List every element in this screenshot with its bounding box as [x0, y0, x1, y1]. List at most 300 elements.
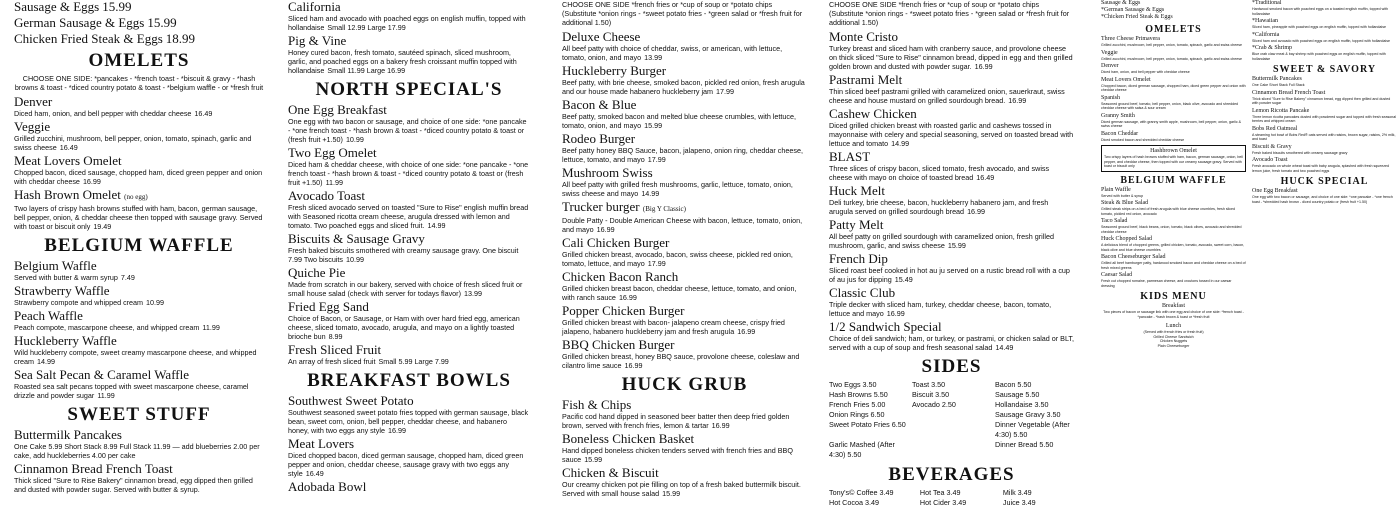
menu-item: [829, 320, 1074, 352]
item-price: 16.49: [305, 469, 324, 478]
menu-item: [1252, 144, 1397, 156]
item-desc: Fresh baked biscuits smothered with creamy sausage gravy: [1252, 150, 1348, 155]
menu-item: [288, 0, 530, 32]
menu-item: [14, 334, 264, 366]
item-desc: Grilled chicken breast, honey BBQ sauce, provolone cheese, coleslaw and cilantro lime sauce 16.99: [562, 352, 800, 370]
item-desc: Chopped bacon, diced german sausage, chopped ham, diced green pepper and onion with cheddar cheese: [1101, 83, 1246, 92]
side-item: Sweet Potato Fries 6.50: [829, 420, 906, 429]
item-desc: Double Patty - Double American Cheese with bacon, lettuce, tomato, onion, and mayo 16.99: [562, 216, 803, 234]
item-name: *German Sausage & Eggs: [1101, 7, 1165, 13]
menu-item: [1101, 236, 1246, 252]
item-name: *Traditional: [1252, 0, 1282, 6]
item-name: Popper Chicken Burger: [562, 303, 685, 318]
kids-lunch-item: Grilled Cheese Sandwich: [1153, 334, 1194, 339]
item-name: Hash Brown Omelet (no egg): [14, 187, 148, 202]
top-items: [14, 0, 264, 46]
box-desc: Two crispy layers of hash browns stuffed with ham, bacon, german sausage, onion, bell pepper, and cheddar cheese, then topped with our creamy sausage gravy. Served with toast or biscuit only: [1104, 155, 1243, 168]
menu-item: [562, 30, 807, 62]
sandwiches-list: [829, 30, 1074, 352]
side-item: French Fries 5.00: [829, 400, 886, 409]
beverage-item: Juice 3.49: [1002, 498, 1036, 507]
item-desc: One egg with two bacon or sausage, and choice of one side: *one pancake - *one french toast - *hash brown & toast - *diced country potato & toast or (fresh fruit +1.50) 10.99: [288, 117, 527, 144]
item-desc: Seasoned ground beef, tomato, bell pepper, onion, black olive, avocado and shredded cheddar cheese with salsa & sour cream: [1101, 101, 1239, 110]
menu-item: [829, 107, 1074, 148]
burger-side-note: CHOOSE ONE SIDE *french fries or *cup of soup or *potato chips (Substitute *onion rings - *sweet potato fries - *green salad or *fresh fruit for additional 1.50): [562, 0, 803, 27]
item-desc: Chopped bacon, diced sausage, chopped ham, diced green pepper and onion with cheddar cheese 16.99: [14, 168, 263, 186]
side-item: [912, 410, 991, 420]
sandwich-side-note: CHOOSE ONE SIDE *french fries or *cup of soup or *potato chips (Substitute *onion rings - *sweet potato fries - *green salad or *fresh fruit for additional 1.50): [829, 0, 1070, 27]
item-desc: Wild huckleberry compote, sweet creamy mascarpone cheese, and whipped cream 14.99: [14, 348, 257, 366]
menu-item: [14, 95, 264, 118]
item-price: 13.99: [463, 289, 482, 298]
item-name: Avocado Toast: [288, 188, 365, 203]
waffles-list-small: [1101, 187, 1246, 289]
beverage-item: Hot Cocoa 3.49: [829, 498, 879, 507]
menu-item: [562, 132, 807, 164]
bowls-list: [288, 394, 530, 494]
burgers-list: [562, 30, 807, 370]
menu-item: [1101, 95, 1246, 111]
menu-item: [1252, 126, 1397, 142]
item-desc: Three lemon ricotta pancakes dusted with powdered sugar and topped with fresh seasonal berries and whipped cream: [1252, 114, 1397, 123]
menu-item: [1252, 157, 1397, 173]
item-name: Monte Cristo: [829, 29, 898, 44]
item-desc: Served with butter & warm syrup 7.49: [14, 273, 135, 282]
item-name: Peach Waffle: [14, 308, 83, 323]
item-name: Cinnamon Bread French Toast: [1252, 89, 1326, 96]
item-name: Caesar Salad: [1101, 272, 1133, 278]
sides-grid: [829, 380, 1074, 460]
item-name: Fish & Chips: [562, 397, 632, 412]
item-name: BBQ Chicken Burger: [562, 337, 675, 352]
item-name: Plain Waffle: [1101, 186, 1131, 193]
section-title-sweet-stuff: SWEET STUFF: [67, 404, 211, 425]
item-price: 15.99: [662, 489, 681, 498]
menu-item: [1101, 254, 1246, 270]
item-price: 10.99: [346, 255, 365, 264]
item-price: 14.49: [995, 343, 1014, 352]
item-name: Denver: [1101, 63, 1119, 69]
item-name: Granny Smith: [1101, 112, 1135, 119]
item-name: Huck Melt: [829, 183, 885, 198]
kids-lunch-title: Lunch: [1165, 323, 1182, 329]
item-name: California: [288, 0, 341, 14]
menu-item: [1252, 45, 1397, 61]
item-price: 11.99: [97, 391, 115, 400]
item-desc: Grilled zucchini, mushroom, bell pepper, onion, tomato, spinach, garlic and swiss cheese: [1101, 43, 1243, 47]
item-price: 15.99: [584, 455, 603, 464]
side-item: [912, 420, 991, 440]
item-name: BLAST: [829, 149, 871, 164]
item-desc: Served with butter & syrup: [1101, 193, 1144, 198]
menu-column-5: [1101, 0, 1246, 500]
beverage-item: Hot Tea 3.49: [919, 488, 961, 497]
menu-item: [1101, 131, 1246, 143]
item-name: Chicken Fried Steak & Eggs 18.99: [14, 31, 196, 46]
menu-item: [562, 64, 807, 96]
side-item: Sausage Gravy 3.50: [995, 410, 1061, 419]
kids-lunch-item: (Served with french fries or fresh fruit): [1143, 330, 1204, 334]
menu-column-4: [829, 0, 1075, 507]
hashbrown-omelet-box: [1101, 145, 1246, 172]
item-price: 16.99: [1008, 96, 1027, 105]
item-name: Belgium Waffle: [14, 258, 97, 273]
item-desc: Sliced ham and avocado with poached eggs on english muffin, topped with hollandaise: [1252, 38, 1390, 43]
item-desc: Grilled chicken breast with bacon- jalapeno cream cheese, crispy fried jalapeno, habanero huckleberry jam and fresh arugula 16.99: [562, 318, 785, 336]
menu-item: [829, 218, 1074, 250]
item-name: Taco Salad: [1101, 218, 1128, 224]
item-price: 19.49: [93, 222, 112, 231]
item-name: Quiche Pie: [288, 265, 346, 280]
item-name: Trucker burger (Big Y Classic): [562, 199, 686, 214]
item-name: Huck Chopped Salad: [1101, 236, 1152, 242]
item-name: Pastrami Melt: [829, 72, 903, 87]
item-desc: Turkey breast and sliced ham with cranberry sauce, and provolone cheese on thick sliced "Sure to Rise" cinnamon bread, dipped in egg and then grilled golden brown and dusted with powder sugar. 16.99: [829, 44, 1073, 71]
menu-item: [562, 432, 807, 464]
item-name: Adobada Bowl: [288, 479, 367, 494]
item-name: Huckleberry Burger: [562, 63, 667, 78]
menu-item: [14, 284, 264, 307]
item-name: Sausage & Eggs: [1101, 0, 1141, 6]
item-desc: All beef patty with grilled fresh mushrooms, garlic, lettuce, tomato, onion, swiss cheese and mayo 14.99: [562, 180, 793, 198]
item-price: Small 5.99 Large 7.99: [378, 357, 449, 366]
item-name: Bacon Cheeseburger Salad: [1101, 254, 1166, 260]
menu-item: [14, 462, 264, 494]
item-name: Pig & Vine: [288, 33, 347, 48]
item-price: Small 11.99 Large 16.99: [327, 66, 406, 75]
item-desc: Diced ham, onion, and bell pepper with cheddar cheese: [1101, 70, 1190, 74]
section-title-sweet-savory: SWEET & SAVORY: [1272, 64, 1377, 75]
side-item: Biscuit 3.50: [912, 390, 950, 399]
top-items: [1252, 0, 1397, 61]
menu-item: [288, 103, 530, 144]
item-desc: Pacific cod hand dipped in seasoned beer batter then deep fried golden brown, served with french fries, lemon & tartar 16.99: [562, 412, 790, 430]
menu-item: [1101, 50, 1246, 62]
item-name: Two Egg Omelet: [288, 145, 377, 160]
menu-item: [1252, 18, 1397, 30]
menu-item: [829, 150, 1074, 182]
item-price: 14.99: [641, 189, 660, 198]
item-name: *Hawaiian: [1252, 18, 1278, 24]
beverage-item: Hot Cider 3.49: [919, 498, 967, 507]
menu-item: [1101, 218, 1246, 234]
item-price: 16.49: [976, 173, 995, 182]
item-name: Three Cheese Primavera: [1101, 36, 1160, 42]
item-name: *Chicken Fried Steak & Eggs: [1101, 14, 1173, 20]
menu-item: [288, 437, 530, 478]
section-title-kids-menu: KIDS MENU: [1140, 291, 1207, 302]
item-desc: Diced ham, onion, and bell pepper with cheddar cheese 16.49: [14, 109, 213, 118]
item-desc: Diced ham & cheddar cheese, with choice of one side: *one pancake - *one french toast - *hash brown & toast - *diced country potato & toast or (fresh fruit +1.50) 11.99: [288, 160, 529, 187]
item-desc: Peach compote, mascarpone cheese, and whipped cream 11.99: [14, 323, 220, 332]
side-item: Onion Rings 6.50: [829, 410, 885, 419]
item-name: Chicken Bacon Ranch: [562, 269, 679, 284]
item-desc: Strawberry compote and whipped cream 10.99: [14, 298, 165, 307]
item-desc: All beef patty on grilled sourdough with caramelized onion, fresh grilled mushroom, garlic, and swiss cheese 15.99: [829, 232, 1054, 250]
menu-item: [14, 120, 264, 152]
item-name: Bobs Red Oatmeal: [1252, 125, 1298, 132]
menu-item: [14, 16, 264, 30]
item-desc: Diced german sausage, with granny smith apple, mushroom, bell pepper, onion, garlic & swiss cheese: [1101, 119, 1242, 128]
item-name: Steak & Blue Salad: [1101, 200, 1149, 206]
item-price: 11.99: [325, 178, 344, 187]
section-title-waffle-small: BELGIUM WAFFLE: [1120, 174, 1227, 186]
item-desc: A steaming hot bowl of Bobs Red® oats served with raisins, brown sugar, raisins, 2% milk, and toast: [1252, 132, 1396, 141]
section-title-sides: SIDES: [921, 356, 982, 377]
menu-item: [1101, 113, 1246, 129]
item-desc: Grilled all beef hamburger patty, hardwood smoked bacon and cheddar cheese on a bed of fresh mixed greens: [1101, 261, 1246, 270]
section-title-omelets: OMELETS: [88, 50, 190, 71]
kids-lunch-item: Chicken Nuggets: [1159, 339, 1188, 343]
side-item: Bacon 5.50: [995, 380, 1032, 389]
top-items: [1101, 0, 1246, 21]
item-price: 16.49: [194, 109, 213, 118]
item-price: 18.99: [165, 31, 196, 46]
item-desc: Sliced roast beef cooked in hot au ju served on a rustic bread roll with a cup of au jus for dipping 15.49: [829, 266, 1070, 284]
item-name: Cinnamon Bread French Toast: [14, 461, 173, 476]
menu-item: [1101, 77, 1246, 93]
kids-lunch-list: [1101, 330, 1246, 348]
item-name: One Egg Breakfast: [288, 102, 387, 117]
menu-item: [288, 394, 530, 435]
item-desc: Three slices of crispy bacon, sliced tomato, fresh avocado, and swiss cheese with mayo on choice of toasted bread 16.49: [829, 164, 1050, 182]
menu-item: [1101, 63, 1246, 75]
item-price: 10.99: [146, 298, 165, 307]
kids-breakfast-title: Breakfast: [1162, 303, 1185, 309]
beverage-item: Milk 3.49: [1002, 488, 1032, 497]
menu-item: [14, 309, 264, 332]
item-desc: Beef patty, with brie cheese, smoked bacon, pickled red onion, fresh arugula and our house made habanero huckleberry jam 17.99: [562, 78, 805, 96]
item-price: 14.99: [36, 357, 55, 366]
item-price: 10.99: [345, 135, 364, 144]
item-price: 16.99: [618, 293, 637, 302]
menu-column-2: [288, 0, 530, 500]
item-name: Cashew Chicken: [829, 106, 917, 121]
section-title-huck-special: HUCK SPECIAL: [1280, 176, 1369, 187]
menu-column-1: [14, 0, 264, 500]
menu-item: [562, 338, 807, 370]
menu-item: [14, 428, 264, 460]
item-name: Mushroom Swiss: [562, 165, 653, 180]
menu-item: [1101, 200, 1246, 216]
item-name: Biscuit & Gravy: [1252, 143, 1292, 150]
item-price: 16.99: [967, 207, 986, 216]
item-name: Meat Lovers Omelet: [1101, 76, 1151, 83]
item-desc: Fresh avocado on whole wheat toast with baby arugula, splashed with fresh squeezed lemon juice, fresh tomato and two poached eggs: [1252, 164, 1390, 173]
menu-item: [14, 368, 264, 400]
menu-item: [1101, 272, 1246, 288]
menu-item: [1101, 36, 1246, 48]
section-title-belgium-waffle: BELGIUM WAFFLE: [44, 235, 234, 256]
item-desc: Hardwood smoked bacon with poached eggs on a toasted english muffin, topped with hollandaise: [1252, 7, 1388, 16]
item-price: 13.99: [644, 53, 663, 62]
item-name: Fresh Sliced Fruit: [288, 342, 382, 357]
beverage-item: Tony's© Coffee 3.49: [829, 488, 894, 497]
box-title: Hashbrown Omelet: [1150, 148, 1197, 154]
item-desc: Made from scratch in our bakery, served with choice of fresh sliced fruit or small house salad (check with server for todays flavor) 13.99: [288, 280, 523, 298]
menu-item: [829, 184, 1074, 216]
item-price: 7.49: [120, 273, 135, 282]
item-name: Chicken & Biscuit: [562, 465, 659, 480]
item-price: 15.99: [947, 241, 966, 250]
item-name: Huckleberry Waffle: [14, 333, 117, 348]
item-desc: Blue crab claw meat & bay shrimp with poached eggs on english muffin, topped with hollandaise: [1252, 52, 1386, 61]
section-title-omelets-small: OMELETS: [1145, 24, 1202, 35]
item-desc: Diced grilled chicken breast with roasted garlic and cashews tossed in mayonnaise with celery and special seasoning, served on toasted bread with lettuce and tomato 14.99: [829, 121, 1074, 148]
item-name: Strawberry Waffle: [14, 283, 110, 298]
sweet-list: [14, 428, 264, 494]
item-name: Sausage & Eggs 15.99: [14, 0, 132, 14]
item-price: 16.99: [886, 309, 905, 318]
omelets-list: [14, 95, 264, 231]
item-desc: Grilled chicken breast bacon, cheddar cheese, lettuce, tomato, and onion, with ranch sauce 16.99: [562, 284, 797, 302]
menu-item: [1252, 188, 1397, 204]
menu-item: [288, 146, 530, 187]
item-price: 17.99: [647, 259, 666, 268]
item-price: 17.99: [647, 155, 666, 164]
item-name: Meat Lovers: [288, 436, 355, 451]
item-name: Rodeo Burger: [562, 131, 636, 146]
item-name: Biscuits & Sausage Gravy: [288, 231, 425, 246]
item-price: 14.99: [891, 139, 910, 148]
item-name: Fried Egg Sand: [288, 299, 369, 314]
kids-lunch-item: Plain Cheeseburger: [1157, 343, 1190, 348]
item-name: Southwest Sweet Potato: [288, 393, 414, 408]
item-price: 16.99: [596, 225, 615, 234]
item-desc: Thin sliced beef pastrami grilled with caramelized onion, sauerkraut, swiss cheese and house mustard on grilled sourdough bread. 16.99: [829, 87, 1065, 105]
waffles-list: [14, 259, 264, 400]
side-item: [912, 440, 991, 460]
menu-item: [14, 259, 264, 282]
item-sub: (Big Y Classic): [642, 205, 686, 213]
item-desc: Seasoned ground beef, black beans, onion, tomato, black olives, avocado and shredded cheddar cheese: [1101, 225, 1242, 234]
item-name: Boneless Chicken Basket: [562, 431, 695, 446]
item-desc: Grilled zucchini, mushroom, bell pepper, onion, tomato, spinach, garlic and swiss cheese: [1101, 56, 1243, 61]
item-name: One Egg Breakfast: [1252, 188, 1298, 194]
menu-item: [1252, 90, 1397, 106]
menu-item: [829, 73, 1074, 105]
menu-item: [1252, 32, 1397, 44]
menu-item: [562, 466, 807, 498]
item-desc: Diced chopped bacon, diced german sausage, chopped ham, diced green pepper and onion, cheddar cheese, sausage gravy with two eggs any style 16.49: [288, 451, 524, 478]
beverages-grid: [829, 488, 1074, 508]
menu-item: [562, 304, 807, 336]
item-price: 11.99: [202, 323, 220, 332]
menu-item: [288, 343, 530, 366]
item-price: 15.49: [894, 275, 913, 284]
item-price: 16.49: [59, 143, 78, 152]
top-items: [288, 0, 530, 75]
menu-item: [288, 300, 530, 341]
item-sub: (no egg): [124, 193, 148, 201]
menu-column-6: [1252, 0, 1397, 500]
item-desc: Thick sliced "Sure to Rise Bakery" cinnamon bread, egg dipped then grilled and dusted with powder sugar. Served with butter & syrup.: [14, 476, 253, 494]
item-price: 15.99: [102, 0, 132, 14]
item-name: Veggie: [1101, 49, 1118, 56]
item-desc: Honey cured bacon, fresh tomato, sautéed spinach, sliced mushroom, garlic, and poached eggs on a bakery fresh croissant muffin topped with hollandaise Small 11.99 Large 16.99: [288, 48, 517, 75]
menu-item: [288, 189, 530, 230]
menu-item: [1252, 76, 1397, 88]
item-desc: One Cake 5.99 Short Stack 8.99 Full Stack 11.99 — add blueberries 2.00 per cake, add huckleberries 4.00 per cake: [14, 442, 260, 460]
item-desc: Roasted sea salt pecans topped with sweet mascarpone cheese, caramel drizzle and powder sugar 11.99: [14, 382, 249, 400]
menu-item: [14, 0, 264, 14]
item-price: 16.99: [82, 177, 101, 186]
side-item: Toast 3.50: [912, 380, 946, 389]
item-desc: Sliced ham, pineapple with poached eggs on english muffin, topped with hollandaise: [1252, 25, 1386, 29]
menu-item: [562, 98, 807, 130]
menu-item: [1101, 187, 1246, 199]
item-desc: One Cake Short Stack Full Stack: [1252, 83, 1305, 87]
item-desc: Southwest seasoned sweet potato fries topped with german sausage, black bean, sweet corn, onion, bell pepper, cheddar cheese, and habanero honey, with two eggs any style 16.99: [288, 408, 529, 435]
menu-item: [14, 32, 264, 46]
item-desc: A delicious blend of chopped greens, grilled chicken, tomato, avocado, sweet corn, bacon, black olive and blue cheese crumbles: [1101, 243, 1245, 252]
menu-item: [562, 236, 807, 268]
item-name: 1/2 Sandwich Special: [829, 319, 942, 334]
menu-item: [562, 398, 807, 430]
item-name: Cali Chicken Burger: [562, 235, 670, 250]
item-price: 15.99: [147, 15, 177, 30]
omelets-side-note: CHOOSE ONE SIDE: *pancakes - *french toast - *biscuit & gravy - *hash browns & toast - *diced country potato & toast - *belgium waffle - or *fresh fruit: [14, 74, 264, 92]
item-name: Patty Melt: [829, 217, 884, 232]
item-desc: All beef patty with choice of cheddar, swiss, or american, with lettuce, tomato, onion, and mayo 13.99: [562, 44, 783, 62]
menu-item: [288, 34, 530, 75]
menu-item: [1252, 108, 1397, 124]
menu-item: [1252, 0, 1397, 16]
item-name: Spanish: [1101, 94, 1121, 101]
side-item: Sausage 5.50: [995, 390, 1040, 399]
item-desc: One egg with two bacon or sausage, and choice of one side: *one pancake - *one french toast - *shredded hash brown - diced country potato or (fresh fruit +1.50): [1252, 195, 1393, 204]
item-desc: Our creamy chicken pot pie filling on top of a fresh baked buttermilk biscuit. Served with small house salad 15.99: [562, 480, 801, 498]
menu-item: [562, 166, 807, 198]
item-price: 16.99: [387, 426, 406, 435]
item-price: Small 12.99 Large 17.99: [327, 23, 406, 32]
menu-column-3: [562, 0, 807, 500]
item-desc: Beef patty honey BBQ Sauce, bacon, jalapeno, onion ring, cheddar cheese, lettuce, tomato, and mayo 17.99: [562, 146, 803, 164]
item-desc: Thick sliced "Sure to Rise Bakery" cinnamon bread, egg dipped then grilled and dusted with powder sugar: [1252, 96, 1391, 105]
item-desc: Choice of Bacon, or Sausage, or Ham with over hard fried egg, american cheese, sliced tomato, avocado, arugula, and mayo on a lightly toasted brioche bun 8.99: [288, 314, 520, 341]
menu-item: [562, 270, 807, 302]
item-desc: Fresh sliced avocado served on toasted "Sure to Rise" english muffin bread with Seasoned ricotta cream cheese, arugula dressed with lemon and tomato. Two poached eggs and sliced fruit. 14.99: [288, 203, 529, 230]
item-price: 15.99: [644, 121, 663, 130]
menu-item: [14, 154, 264, 186]
item-name: Veggie: [14, 119, 51, 134]
section-title-breakfast-bowls: BREAKFAST BOWLS: [307, 370, 511, 391]
item-name: Denver: [14, 94, 53, 109]
side-item: Garlic Mashed (After 4:30) 5.50: [829, 440, 895, 459]
menu-item: [288, 266, 530, 298]
side-item: Hollandaise 3.50: [995, 400, 1049, 409]
kids-breakfast-desc: Two pieces of bacon or sausage link with one egg and choice of one side: *french toast - *pancake - *hash brown & toast or *fresh fruit: [1103, 310, 1244, 319]
item-price: 8.99: [328, 332, 343, 341]
omelets-list-small: [1101, 36, 1246, 142]
section-title-huck-grub: HUCK GRUB: [621, 374, 748, 395]
side-item: Two Eggs 3.50: [829, 380, 877, 389]
item-name: Classic Club: [829, 285, 896, 300]
item-desc: Two layers of crispy hash browns stuffed with ham, bacon, german sausage, bell pepper, onion, & cheddar cheese then topped with sausage gravy. Served with toast or biscuit only 19.49: [14, 204, 263, 231]
sweet-savory-list: [1252, 76, 1397, 173]
item-name: Bacon & Blue: [562, 97, 637, 112]
item-name: Sea Salt Pecan & Caramel Waffle: [14, 367, 189, 382]
huck-special-list: [1252, 188, 1397, 204]
item-desc: Choice of deli sandwich; ham, or turkey, or pastrami, or chicken salad or BLT, served with a cup of soup and fresh seasonal salad 14.49: [829, 334, 1075, 352]
item-desc: Grilled chicken breast, avocado, bacon, swiss cheese, pickled red onion, tomato, lettuce, and mayo 17.99: [562, 250, 793, 268]
menu-item: [829, 30, 1074, 71]
item-name: Bacon Cheddar: [1101, 130, 1139, 137]
item-desc: Grilled steak strips on a bed of fresh arugula with blue cheese crumbles, fresh sliced tomato, pickled red onion, avocado: [1101, 207, 1236, 216]
side-item: Dinner Bread 5.50: [995, 440, 1054, 449]
item-name: Buttermilk Pancakes: [14, 427, 122, 442]
item-price: 16.99: [711, 421, 730, 430]
